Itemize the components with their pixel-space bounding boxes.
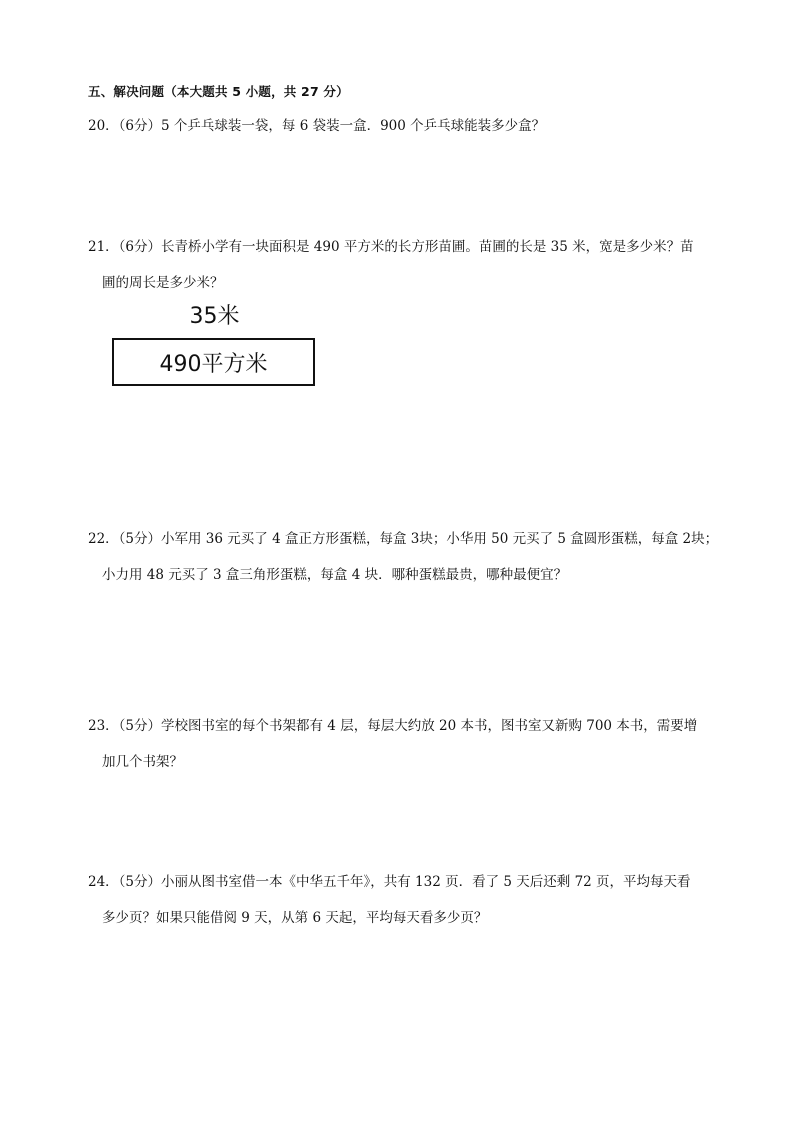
question-24 — [88, 864, 713, 936]
question-text-line: 小力用 48 元买了 3 盒三角形蛋糕，每盒 4 块．哪种蛋糕最贵，哪种最便宜？ — [102, 567, 568, 583]
section-title: 五、解决问题（本大题共 5 小题，共 27 分） — [88, 84, 349, 99]
question-21 — [88, 229, 713, 301]
rectangle-area-box — [112, 338, 315, 386]
question-text-line: 20．（6分）5 个乒乓球装一袋，每 6 袋装一盒．900 个乒乓球能装多少盒？ — [88, 118, 546, 134]
question-text-line: 多少页？如果只能借阅 9 天，从第 6 天起，平均每天看多少页？ — [102, 910, 488, 926]
length-label: 35米 — [189, 304, 240, 329]
question-text-line: 23．（5分）学校图书室的每个书架都有 4 层，每层大约放 20 本书，图书室又新购 700 本书，需要增 — [88, 718, 698, 734]
area-label: 490平方米 — [159, 351, 268, 377]
question-22 — [88, 521, 719, 593]
question-20 — [88, 108, 713, 144]
question-23 — [88, 708, 713, 780]
rectangle-nursery-figure — [112, 304, 317, 388]
question-text-line: 22．（5分）小军用 36 元买了 4 盒正方形蛋糕，每盒 3块；小华用 50 元买了 5 盒圆形蛋糕，每盒 2块； — [88, 531, 719, 547]
question-text-line: 圃的周长是多少米？ — [102, 275, 224, 291]
question-text-line: 加几个书架？ — [102, 754, 183, 770]
question-text-line: 21．（6分）长青桥小学有一块面积是 490 平方米的长方形苗圃。苗圃的长是 35 米，宽是多少米？苗 — [88, 239, 694, 255]
question-text-line: 24．（5分）小丽从图书室借一本《中华五千年》，共有 132 页．看了 5 天后还剩 72 页，平均每天看 — [88, 874, 691, 890]
